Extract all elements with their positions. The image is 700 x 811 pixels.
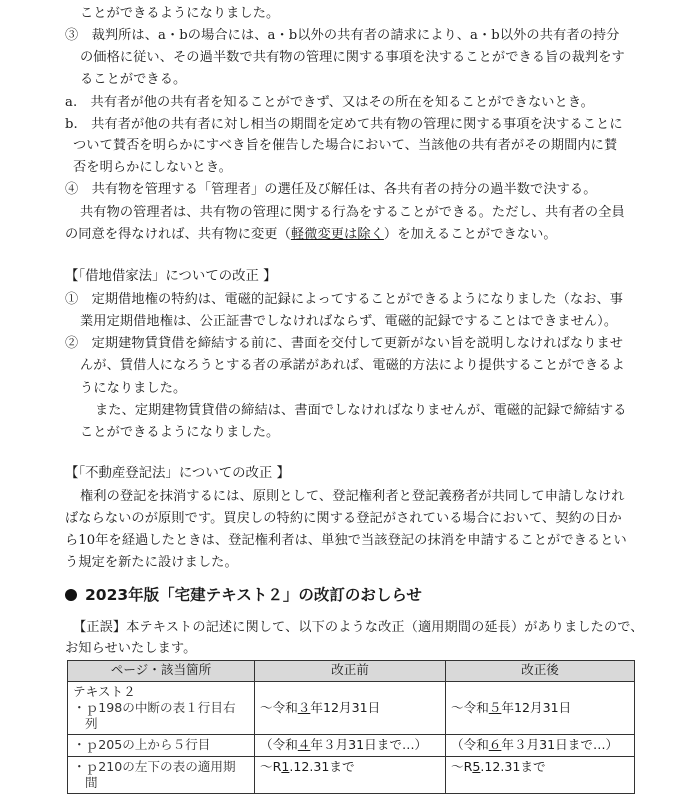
text-line: の価格に従い、その過半数で共有物の管理に関する事項を決することができる旨の裁判をす	[80, 50, 625, 65]
location-cell	[68, 757, 255, 794]
table-row	[68, 682, 635, 735]
after-cell	[446, 757, 635, 794]
before-underlined: ３	[297, 700, 311, 715]
after-cell	[446, 682, 635, 735]
underlined-text: 軽微変更は除く	[290, 227, 384, 242]
text-line: ることができる。	[80, 72, 187, 87]
after-text: 年３月31日まで…）	[501, 737, 619, 752]
before-text: 年３月31日まで…）	[310, 737, 428, 752]
text-line: a. 共有者が他の共有者を知ることができず、又はその所在を知ることができないとき。	[65, 95, 594, 110]
section-heading-shakuchi: 【「借地借家法」についての改正 】	[65, 269, 277, 284]
after-text: .12.31まで	[480, 759, 546, 774]
text-line: ① 定期借地権の特約は、電磁的記録によってすることができるようになりました（なお、事	[65, 292, 624, 307]
before-underlined: ４	[297, 737, 311, 752]
bullet-icon	[65, 589, 77, 601]
location-line: テキスト２	[73, 684, 136, 699]
text-line: また、定期建物賃貸借の締結は、書面でしなければなりませんが、電磁的記録で締結する	[95, 403, 627, 418]
after-underlined: 5	[472, 759, 481, 774]
before-text: （令和	[260, 737, 298, 752]
text-line: んが、賃借人になろうとする者の承諾があれば、電磁的方法により提供することができるよ	[80, 358, 625, 373]
after-underlined: ５	[488, 700, 502, 715]
before-text: .12.31まで	[289, 759, 355, 774]
text-line: ことができるようになりました。	[80, 6, 280, 21]
revision-table	[67, 660, 635, 794]
title-text: 2023年版「宅建テキスト２」の改訂のおしらせ	[85, 586, 422, 604]
before-text: 年12月31日	[310, 700, 381, 715]
text-line: ら10年を経過したときは、登記権利者は、単独で当該登記の抹消を申請することができるとい	[65, 533, 627, 548]
text-line: ことができるようになりました。	[80, 425, 280, 440]
location-line: 間	[85, 775, 98, 790]
location-line: ・ｐ210の左下の表の適用期	[73, 759, 236, 774]
text-line: 共有物の管理者は、共有物の管理に関する行為をすることができる。ただし、共有者の全員	[80, 205, 625, 220]
before-cell	[255, 757, 446, 794]
before-text: ～令和	[260, 700, 298, 715]
text-segment: の同意を得なければ、共有物に変更（	[65, 227, 291, 242]
before-underlined: 1	[281, 759, 290, 774]
before-text: ～R	[260, 759, 282, 774]
text-line: b. 共有者が他の共有者に対し相当の期間を定めて共有物の管理に関する事項を決することに	[65, 117, 623, 132]
text-line: ついて賛否を明らかにすべき旨を催告した場合において、当該他の共有者がその期間内に賛	[73, 138, 618, 153]
after-cell	[446, 735, 635, 757]
table-header-row	[68, 661, 635, 682]
text-line: ④ 共有物を管理する「管理者」の選任及び解任は、各共有者の持分の過半数で決する。	[65, 182, 597, 197]
column-header: 改正後	[446, 661, 635, 682]
column-header: 改正前	[255, 661, 446, 682]
before-cell	[255, 682, 446, 735]
text-line: ② 定期建物賃貸借を締結する前に、書面を交付して更新がない旨を説明しなければなりませ	[65, 336, 624, 351]
text-line: 否を明らかにしないとき。	[73, 160, 232, 175]
location-cell	[68, 682, 255, 735]
table-row	[68, 735, 635, 757]
text-line: うになりました。	[80, 381, 187, 396]
section-heading-fudosan: 【「不動産登記法」についての改正 】	[65, 466, 290, 481]
table-row	[68, 757, 635, 794]
text-line: 権利の登記を抹消するには、原則として、登記権利者と登記義務者が共同して申請しなけれ	[80, 489, 625, 504]
text-line: う規定を新たに設けました。	[65, 555, 238, 570]
after-underlined: ６	[488, 737, 502, 752]
location-cell: ・ｐ205の上から５行目	[68, 735, 255, 757]
revision-notice-title	[65, 583, 422, 605]
text-line	[65, 226, 557, 244]
after-text: （令和	[451, 737, 489, 752]
text-line: お知らせいたします。	[65, 641, 197, 656]
after-text: ～令和	[451, 700, 489, 715]
text-line: 業用定期借地権は、公正証書でしなければならず、電磁的記録ですることはできません）。	[80, 314, 618, 329]
column-header: ページ・該当箇所	[68, 661, 255, 682]
before-cell	[255, 735, 446, 757]
text-line: 【正誤】本テキストの記述に関して、以下のような改正（適用期間の延長）がありましたので、	[73, 620, 644, 635]
after-text: 年12月31日	[501, 700, 572, 715]
location-line: ・ｐ198の中断の表１行目右	[73, 700, 236, 715]
text-segment: ）を加えることができない。	[383, 227, 557, 242]
text-line: ばならないのが原則です。買戻しの特約に関する登記がされている場合において、契約の日か	[65, 511, 622, 526]
after-text: ～R	[451, 759, 473, 774]
location-line: 列	[85, 716, 98, 731]
text-line: ③ 裁判所は、a・bの場合には、a・b以外の共有者の請求により、a・b以外の共有者の持分	[65, 28, 620, 43]
